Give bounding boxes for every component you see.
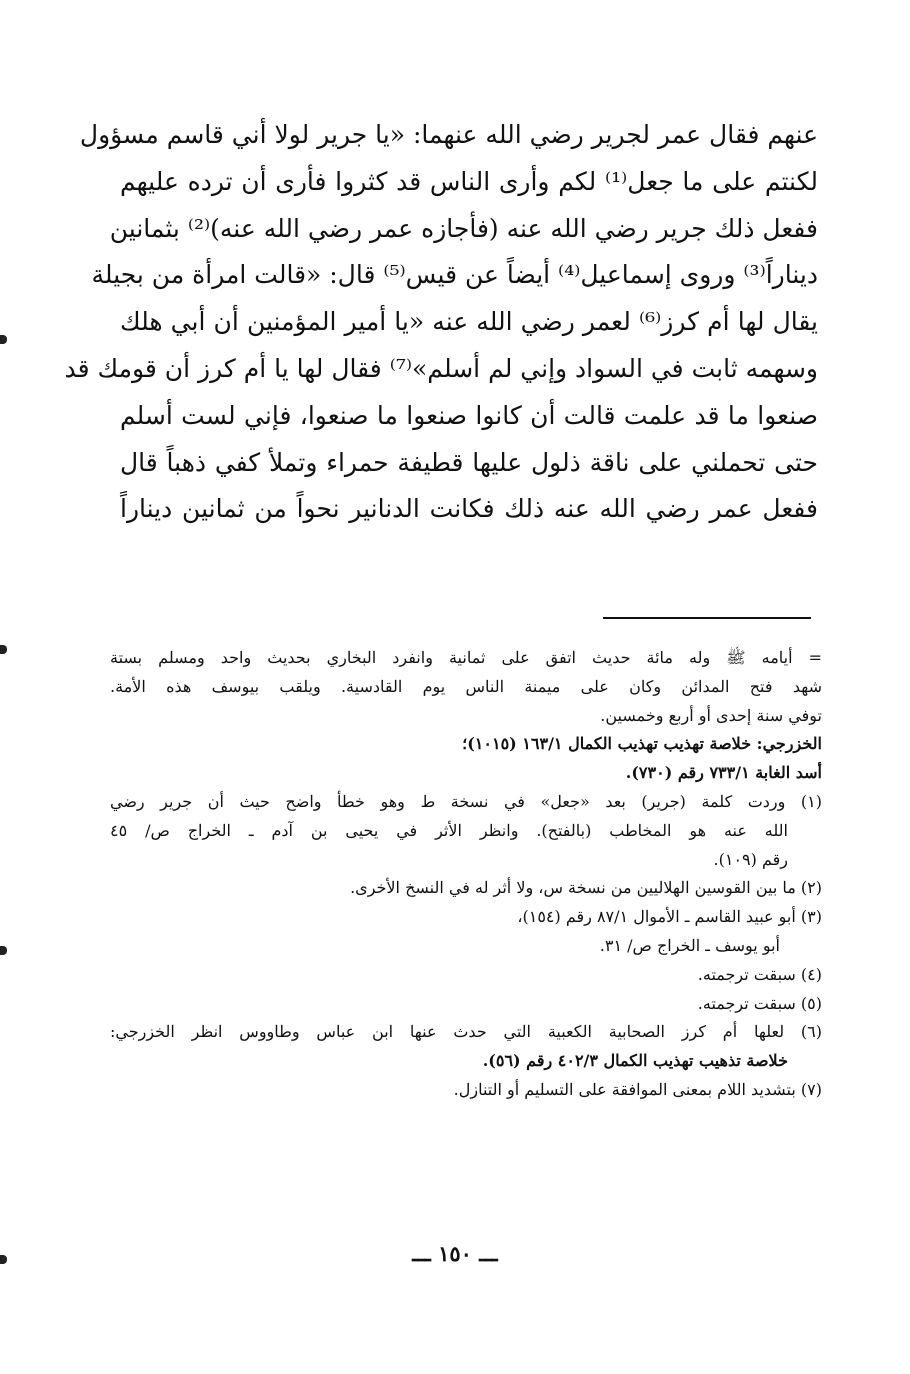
footnote-line: (٤) سبقت ترجمته. (697, 964, 822, 984)
footnote-line: شهد فتح المدائن وكان على ميمنة الناس يوم القادسية. ويلقب بيوسف هذه الأمة. (110, 676, 822, 696)
main-text-line: ففعل عمر رضي الله عنه ذلك فكانت الدنانير نحواً من ثمانين ديناراً (120, 494, 818, 524)
footnote-line: الخزرجي: خلاصة تهذيب تهذيب الكمال ١٦٣/١ (١٠١٥)؛ (462, 734, 822, 754)
footnote-line: توفي سنة إحدى أو أربع وخمسين. (600, 705, 822, 725)
footnote-line: (٣) أبو عبيد القاسم ـ الأموال ٨٧/١ رقم (١٥٤)، (517, 907, 822, 927)
footnote-line: الله عنه هو المخاطب (بالفتح). وانظر الأثر في يحيى بن آدم ـ الخراج ص/ ٤٥ (110, 820, 788, 840)
footnote-line: (٦) لعلها أم كرز الصحابية الكعبية التي حدث عنها ابن عباس وطاووس انظر الخزرجي: (110, 1022, 823, 1042)
footnote-line: خلاصة تذهيب تهذيب الكمال ٤٠٢/٣ رقم (٥٦). (482, 1051, 788, 1071)
scan-edge-mark (0, 645, 7, 654)
scan-edge-mark (0, 1255, 7, 1264)
page-number: ـــ ١٥٠ ـــ (412, 1241, 498, 1266)
footnote-line: (٧) بتشديد اللام بمعنى الموافقة على التسليم أو التنازل. (453, 1079, 822, 1099)
footnote-line: (٢) ما بين القوسين الهلاليين من نسخة س، ولا أثر له في النسخ الأخرى. (350, 878, 822, 898)
footnote-line: أبو يوسف ـ الخراج ص/ ٣١. (599, 935, 780, 955)
main-text-line: يقال لها أم كرز⁽⁶⁾ لعمر رضي الله عنه «يا أمير المؤمنين أن أبي هلك (120, 307, 818, 337)
footnote-separator (603, 617, 811, 619)
main-text-line: صنعوا ما قد علمت قالت أن كانوا صنعوا ما صنعوا، فإني لست أسلم (120, 400, 818, 430)
main-text-line: ديناراً⁽³⁾ وروى إسماعيل⁽⁴⁾ أيضاً عن قيس⁽⁵⁾ قال: «قالت امرأة من بجيلة (91, 260, 818, 290)
main-text-line: لكنتم على ما جعل⁽¹⁾ لكم وأرى الناس قد كثروا فأرى أن ترده عليهم (120, 166, 818, 196)
footnote-line: (٥) سبقت ترجمته. (697, 993, 822, 1013)
main-text-block (64, 112, 818, 533)
scan-edge-mark (0, 946, 7, 955)
footnotes-block (110, 644, 822, 1105)
footnote-line: = أيامه ﷺ وله مائة حديث اتفق على ثمانية وانفرد البخاري بحديث واحد ومسلم بستة (110, 648, 822, 667)
footnote-line: رقم (١٠٩). (713, 849, 788, 869)
scan-edge-mark (0, 335, 7, 344)
main-text-line: حتى تحملني على ناقة ذلول عليها قطيفة حمراء وتملأ كفي ذهباً قال (120, 447, 818, 477)
main-text-line: ففعل ذلك جرير رضي الله عنه (فأجازه عمر رضي الله عنه)⁽²⁾ بثمانين (109, 213, 818, 243)
main-text-line: وسهمه ثابت في السواد وإني لم أسلم»⁽⁷⁾ فقال لها يا أم كرز أن قومك قد (64, 353, 818, 383)
footnote-line: (١) وردت كلمة (جرير) بعد «جعل» في نسخة ط وهو خطأ واضح حيث أن جرير رضي (110, 791, 822, 811)
main-text-line: عنهم فقال عمر لجرير رضي الله عنهما: «يا جرير لولا أني قاسم مسؤول (79, 120, 818, 149)
footnote-line: أسد الغابة ٧٣٣/١ رقم (٧٣٠). (625, 763, 822, 783)
